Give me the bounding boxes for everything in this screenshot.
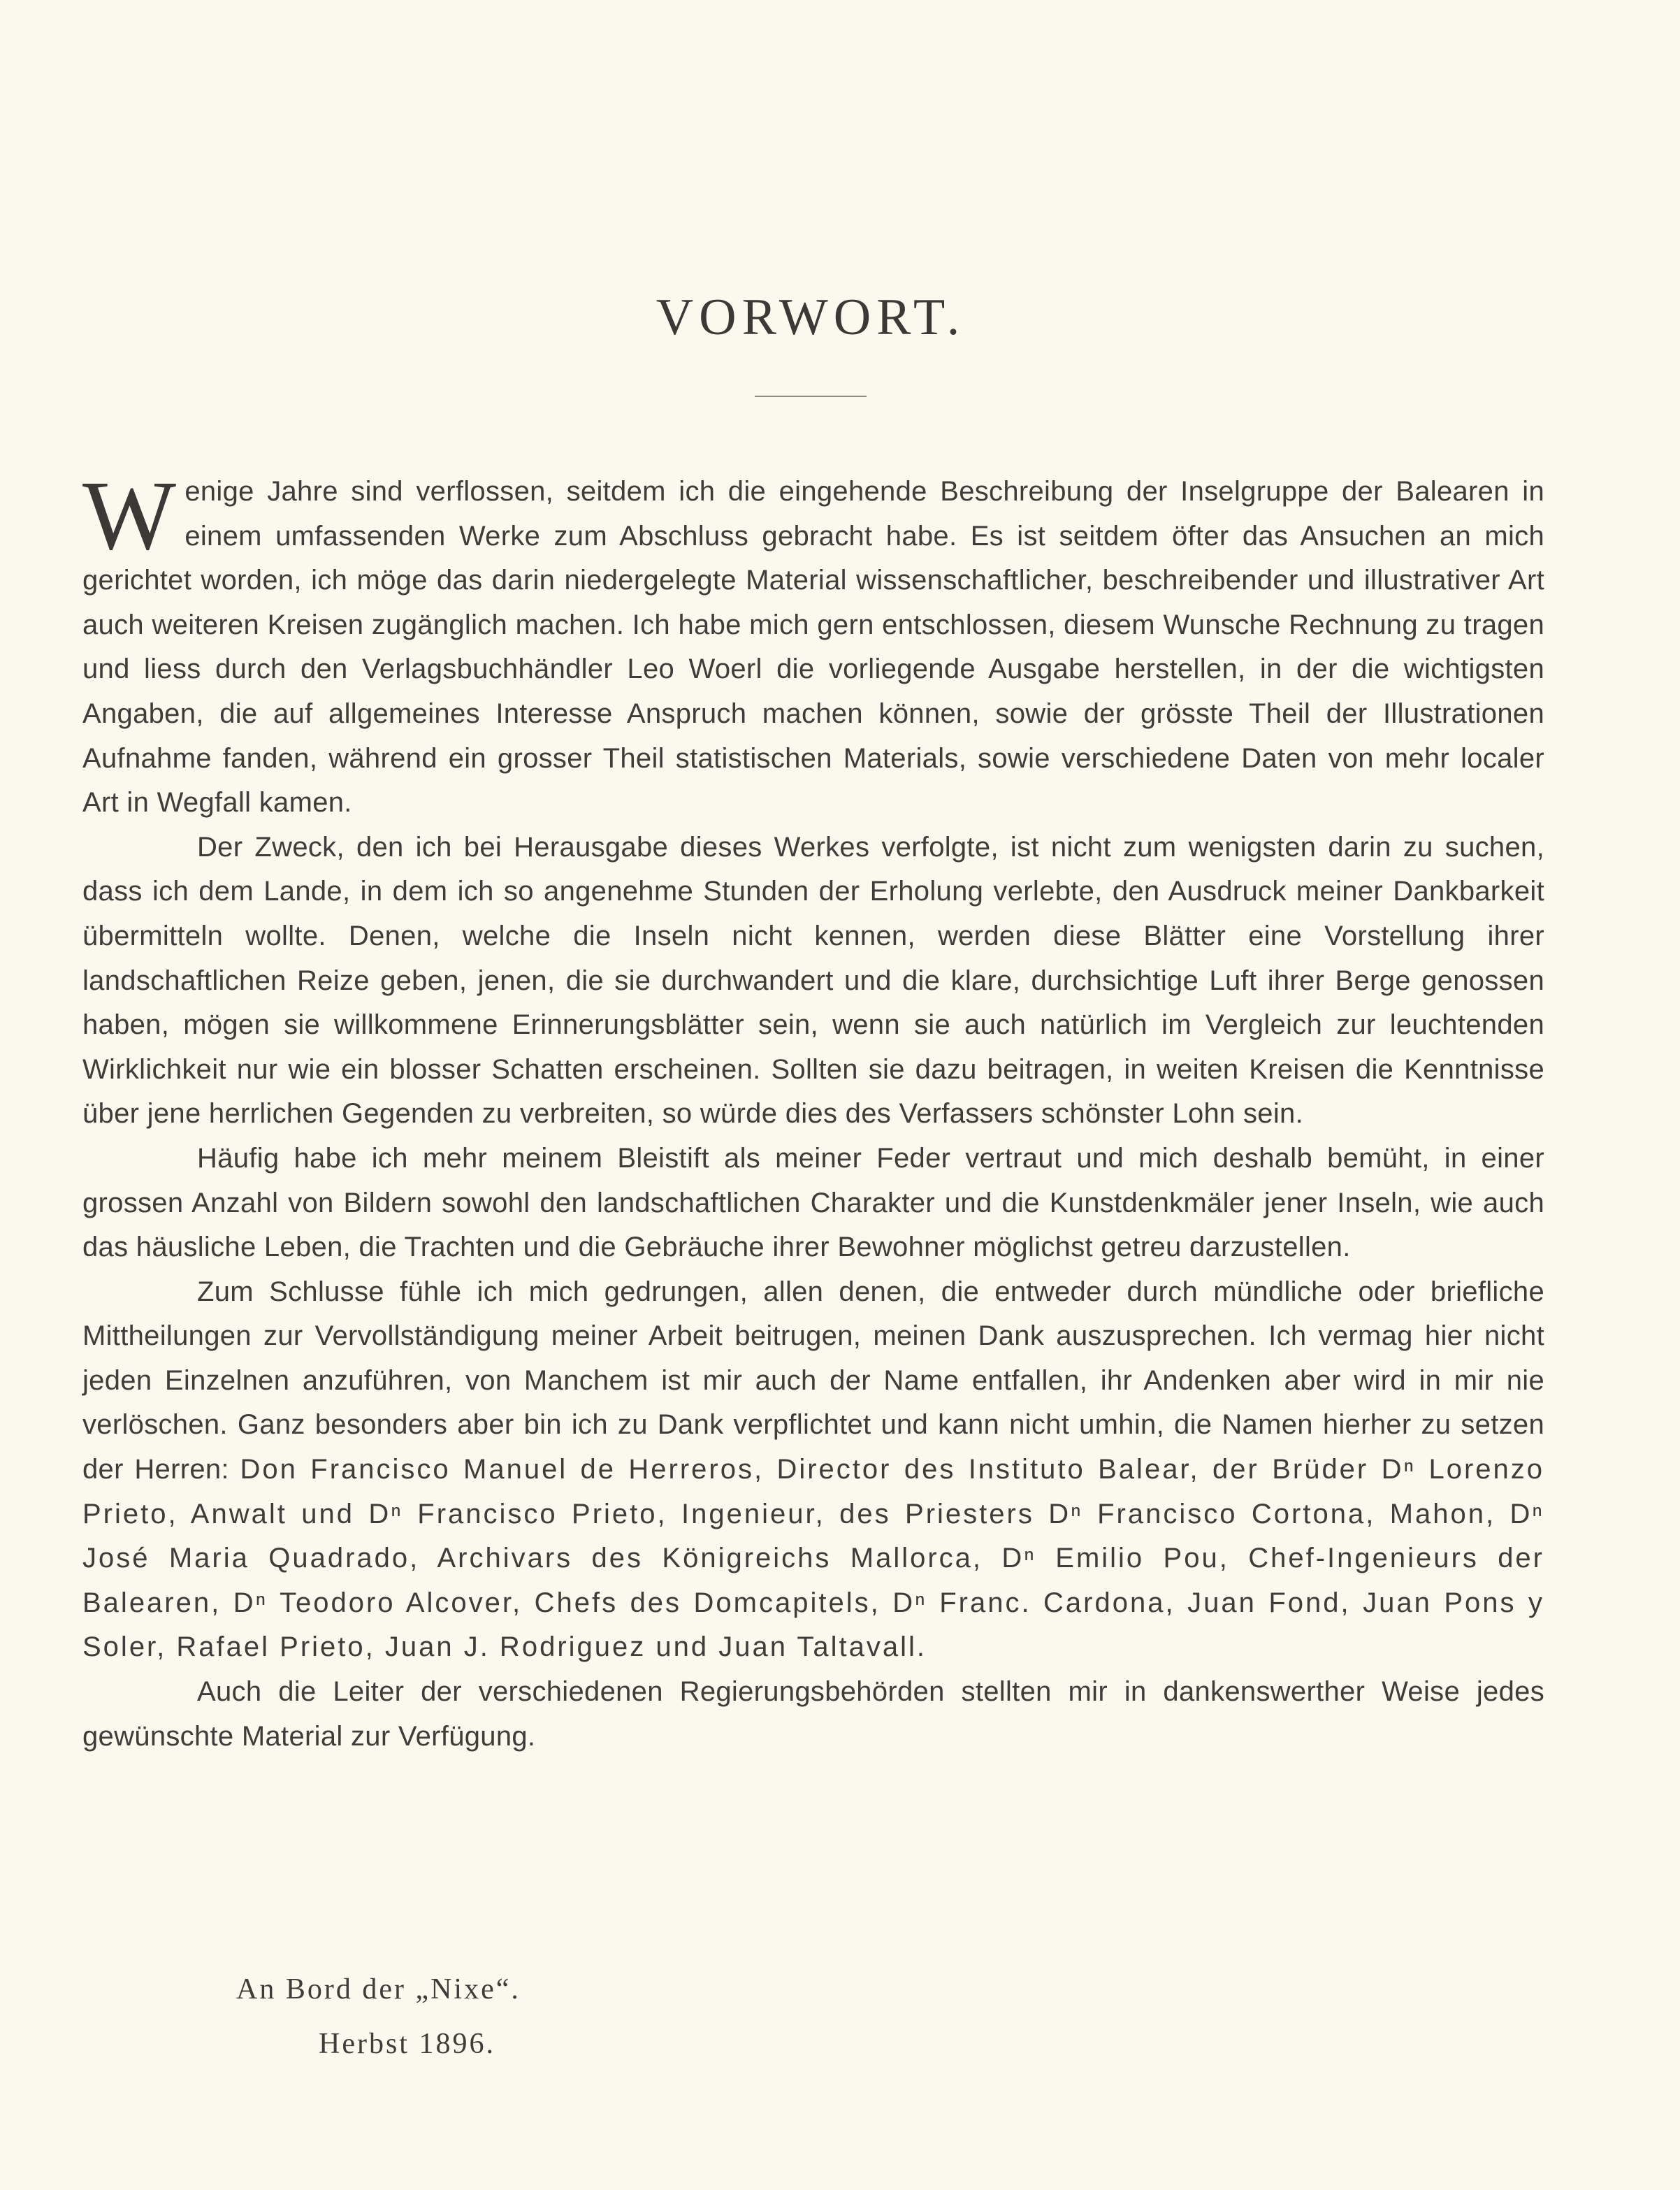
paragraph-1-text: enige Jahre sind verflossen, seitdem ich die eingehende Beschreibung der Inselgruppe der Balearen in einem umfassenden Werke zum Abschluss gebracht habe. Es ist seitdem öfter das Ansuchen an mich gerichtet worden, ich möge das darin niedergelegte Material wissenschaftlicher, beschreibender und illustrativer Art auch weiteren Kreisen zugänglich machen. Ich habe mich gern entschlossen, diesem Wunsche Rechnung zu tragen und liess durch den Verlagsbuchhändler Leo Woerl die vorliegende Ausgabe herstellen, in der die wichtigsten Angaben, die auf allgemeines Interesse Anspruch machen können, sowie der grösste Theil der Illustrationen Aufnahme fanden, während ein grosser Theil statistischen Materials, sowie verschiedene Daten von mehr localer Art in Wegfall kamen.: [82, 476, 1544, 819]
paragraph-3: Häufig habe ich mehr meinem Bleistift als meiner Feder vertraut und mich deshalb bemüht, in einer grossen Anzahl von Bildern sowohl den landschaftlichen Charakter und die Kunstdenkmäler jener Inseln, wie auch das häusliche Leben, die Trachten und die Gebräuche ihrer Bewohner möglichst getreu darzustellen.: [82, 1142, 1544, 1263]
paragraph-4-text: Zum Schlusse fühle ich mich gedrungen, allen denen, die entweder durch mündliche oder briefliche Mittheilungen zur Vervollständigung meiner Arbeit beitrugen, meinen Dank auszusprechen. Ich vermag hier nicht jeden Einzelnen anzuführen, von Manchem ist mir auch der Name entfallen, ihr Andenken aber wird in mir nie verlöschen. Ganz besonders aber bin ich zu Dank verpflichtet und kann nicht umhin, die Namen hierher zu setzen der Herren:: [82, 1276, 1544, 1485]
title-divider: [755, 396, 867, 397]
paragraph-5: Auch die Leiter der verschiedenen Regierungsbehörden stellten mir in dankenswerther Weise jedes gewünschte Material zur Verfügung.: [82, 1676, 1544, 1752]
page-title: VORWORT.: [656, 288, 966, 346]
paragraph-4-names: Don Francisco Manuel de Herreros, Director des Instituto Balear, der Brüder Dⁿ Lorenzo Prieto, Anwalt und Dⁿ Francisco Prieto, Ingenieur, des Priesters Dⁿ Francisco Cortona, Mahon, Dⁿ José Maria Quadrado, Archivars des Königreichs Mallorca, Dⁿ Emilio Pou, Chef-Ingenieurs der Balearen, Dⁿ Teodoro Alcover, Chefs des Domcapitels, Dⁿ Franc. Cardona, Juan Fond, Juan Pons y Soler, Rafael Prieto, Juan J. Rodriguez und Juan Taltavall.: [82, 1454, 1544, 1663]
preface-body: [82, 460, 1544, 1759]
paragraph-2: Der Zweck, den ich bei Herausgabe dieses Werkes verfolgte, ist nicht zum wenigsten darin zu suchen, dass ich dem Lande, in dem ich so angenehme Stunden der Erholung verlebte, den Ausdruck meiner Dankbarkeit übermitteln wollte. Denen, welche die Inseln nicht kennen, werden diese Blätter eine Vorstellung ihrer landschaftlichen Reize geben, jenen, die sie durchwandert und die klare, durchsichtige Luft ihrer Berge genossen haben, mögen sie willkommene Erinnerungsblätter sein, wenn sie auch natürlich im Vergleich zur leuchtenden Wirklichkeit nur wie ein blosser Schatten erscheinen. Sollten sie dazu beitragen, in weiten Kreisen die Kenntnisse über jene herrlichen Gegenden zu verbreiten, so würde dies des Verfassers schönster Lohn sein.: [82, 831, 1544, 1130]
paragraph-4: [82, 1270, 1544, 1670]
paragraph-1: [82, 460, 1544, 826]
closing-place: An Bord der „Nixe“.: [236, 1973, 521, 2005]
drop-cap: W: [82, 460, 177, 570]
closing-date: Herbst 1896.: [319, 2028, 495, 2060]
